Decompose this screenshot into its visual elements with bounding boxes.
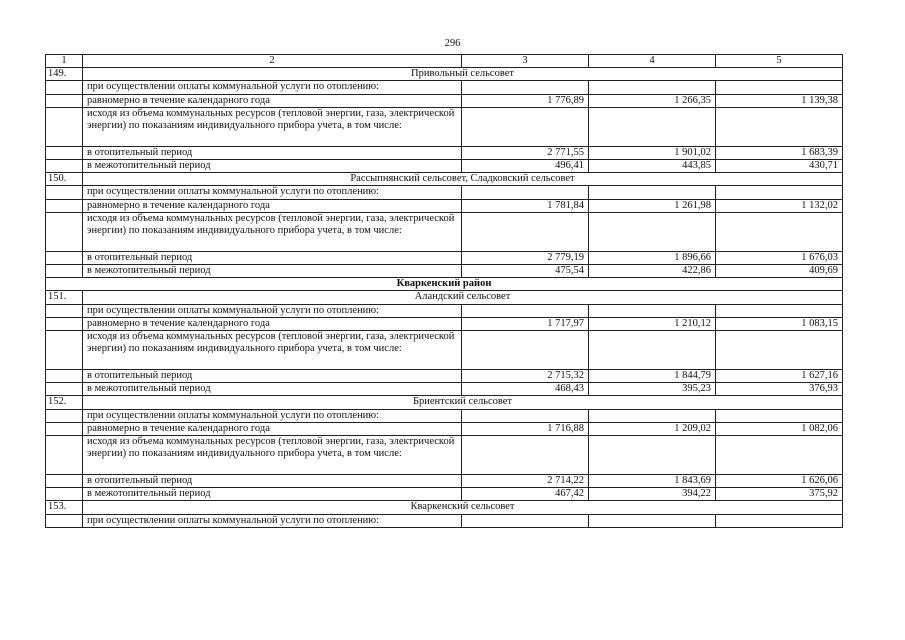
data-row [46,317,843,330]
row-number-empty [46,146,83,159]
row-number-empty [46,436,83,475]
row-label: при осуществлении оплаты коммунальной услуги по отоплению: [83,186,462,199]
row-number-empty [46,409,83,422]
data-row [46,199,843,212]
value-col-5-empty [716,514,843,527]
label-row [46,212,843,251]
column-header-2: 2 [83,55,462,68]
row-number-empty [46,265,83,278]
row-number-empty [46,81,83,94]
value-col-5: 430,71 [716,160,843,173]
value-col-3: 1 716,88 [462,422,589,435]
value-col-3-empty [462,186,589,199]
value-col-5-empty [716,436,843,475]
row-label: в межотопительный период [83,488,462,501]
value-col-3: 475,54 [462,265,589,278]
value-col-4-empty [589,107,716,146]
value-col-3-empty [462,304,589,317]
row-number-empty [46,331,83,370]
value-col-4-empty [589,409,716,422]
row-label: равномерно в течение календарного года [83,317,462,330]
value-col-3-empty [462,212,589,251]
row-number-empty [46,475,83,488]
value-col-4: 395,23 [589,383,716,396]
tariff-table [45,54,843,528]
value-col-5-empty [716,107,843,146]
value-col-5: 409,69 [716,265,843,278]
value-col-5: 1 083,15 [716,317,843,330]
value-col-4: 1 896,66 [589,251,716,264]
value-col-5-empty [716,212,843,251]
column-header-3: 3 [462,55,589,68]
data-row [46,160,843,173]
value-col-3: 496,41 [462,160,589,173]
section-title: Бриентский сельсовет [83,396,843,409]
row-label: в отопительный период [83,251,462,264]
value-col-4-empty [589,331,716,370]
value-col-3-empty [462,436,589,475]
data-row [46,94,843,107]
value-col-4: 1 210,12 [589,317,716,330]
row-number: 149. [46,68,83,81]
value-col-5-empty [716,331,843,370]
row-label: исходя из объема коммунальных ресурсов (тепловой энергии, газа, электрической энергии) по показаниям индивидуального прибора учета, в том числе: [83,107,462,146]
district-title: Кваркенский район [46,278,843,291]
value-col-5: 1 139,38 [716,94,843,107]
row-label: при осуществлении оплаты коммунальной услуги по отоплению: [83,514,462,527]
value-col-5-empty [716,304,843,317]
value-col-5: 1 082,06 [716,422,843,435]
value-col-4: 422,86 [589,265,716,278]
value-col-3: 467,42 [462,488,589,501]
value-col-4-empty [589,81,716,94]
value-col-4: 1 901,02 [589,146,716,159]
value-col-5: 375,92 [716,488,843,501]
row-label: равномерно в течение календарного года [83,422,462,435]
row-number-empty [46,199,83,212]
column-header-5: 5 [716,55,843,68]
data-row [46,422,843,435]
row-number-empty [46,212,83,251]
value-col-3: 1 717,97 [462,317,589,330]
row-label: исходя из объема коммунальных ресурсов (тепловой энергии, газа, электрической энергии) по показаниям индивидуального прибора учета, в том числе: [83,436,462,475]
label-row [46,304,843,317]
data-row [46,475,843,488]
value-col-5: 1 676,03 [716,251,843,264]
page-number: 296 [444,38,461,49]
value-col-5: 376,93 [716,383,843,396]
label-row [46,409,843,422]
section-title: Привольный сельсовет [83,68,843,81]
value-col-5: 1 132,02 [716,199,843,212]
row-label: при осуществлении оплаты коммунальной услуги по отоплению: [83,304,462,317]
label-row [46,514,843,527]
section-title: Кваркенский сельсовет [83,501,843,514]
value-col-5: 1 627,16 [716,370,843,383]
value-col-3: 1 781,84 [462,199,589,212]
row-label: при осуществлении оплаты коммунальной услуги по отоплению: [83,409,462,422]
value-col-3: 2 779,19 [462,251,589,264]
row-label: в межотопительный период [83,160,462,173]
row-number-empty [46,383,83,396]
value-col-3-empty [462,81,589,94]
row-number-empty [46,94,83,107]
section-row [46,173,843,186]
row-number: 151. [46,291,83,304]
row-label: при осуществлении оплаты коммунальной услуги по отоплению: [83,81,462,94]
value-col-3: 2 714,22 [462,475,589,488]
value-col-4-empty [589,212,716,251]
row-label: исходя из объема коммунальных ресурсов (тепловой энергии, газа, электрической энергии) по показаниям индивидуального прибора учета, в том числе: [83,331,462,370]
data-row [46,265,843,278]
section-row [46,68,843,81]
value-col-4-empty [589,304,716,317]
row-number: 152. [46,396,83,409]
value-col-3-empty [462,514,589,527]
label-row [46,436,843,475]
label-row [46,331,843,370]
value-col-4-empty [589,436,716,475]
value-col-3-empty [462,107,589,146]
section-title: Рассыпнянский сельсовет, Сладковский сельсовет [83,173,843,186]
column-header-1: 1 [46,55,83,68]
value-col-4: 1 844,79 [589,370,716,383]
value-col-3: 468,43 [462,383,589,396]
header-row [46,55,843,68]
value-col-3-empty [462,409,589,422]
row-number: 153. [46,501,83,514]
row-number-empty [46,370,83,383]
row-label: исходя из объема коммунальных ресурсов (тепловой энергии, газа, электрической энергии) по показаниям индивидуального прибора учета, в том числе: [83,212,462,251]
section-row [46,396,843,409]
row-number-empty [46,160,83,173]
section-row [46,291,843,304]
value-col-4: 1 266,35 [589,94,716,107]
row-number: 150. [46,173,83,186]
row-number-empty [46,186,83,199]
value-col-5-empty [716,409,843,422]
data-row [46,370,843,383]
row-label: в отопительный период [83,370,462,383]
value-col-4: 443,85 [589,160,716,173]
value-col-3: 1 776,89 [462,94,589,107]
column-header-4: 4 [589,55,716,68]
row-label: в отопительный период [83,475,462,488]
row-label: в межотопительный период [83,265,462,278]
value-col-5: 1 626,06 [716,475,843,488]
value-col-4-empty [589,514,716,527]
row-label: в межотопительный период [83,383,462,396]
data-row [46,146,843,159]
row-number-empty [46,317,83,330]
value-col-3: 2 771,55 [462,146,589,159]
value-col-4: 1 843,69 [589,475,716,488]
section-title: Аландский сельсовет [83,291,843,304]
row-label: в отопительный период [83,146,462,159]
value-col-3-empty [462,331,589,370]
data-row [46,488,843,501]
section-row [46,501,843,514]
row-label: равномерно в течение календарного года [83,199,462,212]
value-col-5-empty [716,186,843,199]
data-row [46,383,843,396]
value-col-4: 394,22 [589,488,716,501]
row-label: равномерно в течение календарного года [83,94,462,107]
value-col-4: 1 209,02 [589,422,716,435]
value-col-5: 1 683,39 [716,146,843,159]
value-col-3: 2 715,32 [462,370,589,383]
district-row [46,278,843,291]
row-number-empty [46,514,83,527]
label-row [46,107,843,146]
value-col-4: 1 261,98 [589,199,716,212]
row-number-empty [46,107,83,146]
row-number-empty [46,251,83,264]
label-row [46,186,843,199]
label-row [46,81,843,94]
value-col-4-empty [589,186,716,199]
row-number-empty [46,304,83,317]
data-row [46,251,843,264]
row-number-empty [46,422,83,435]
value-col-5-empty [716,81,843,94]
row-number-empty [46,488,83,501]
